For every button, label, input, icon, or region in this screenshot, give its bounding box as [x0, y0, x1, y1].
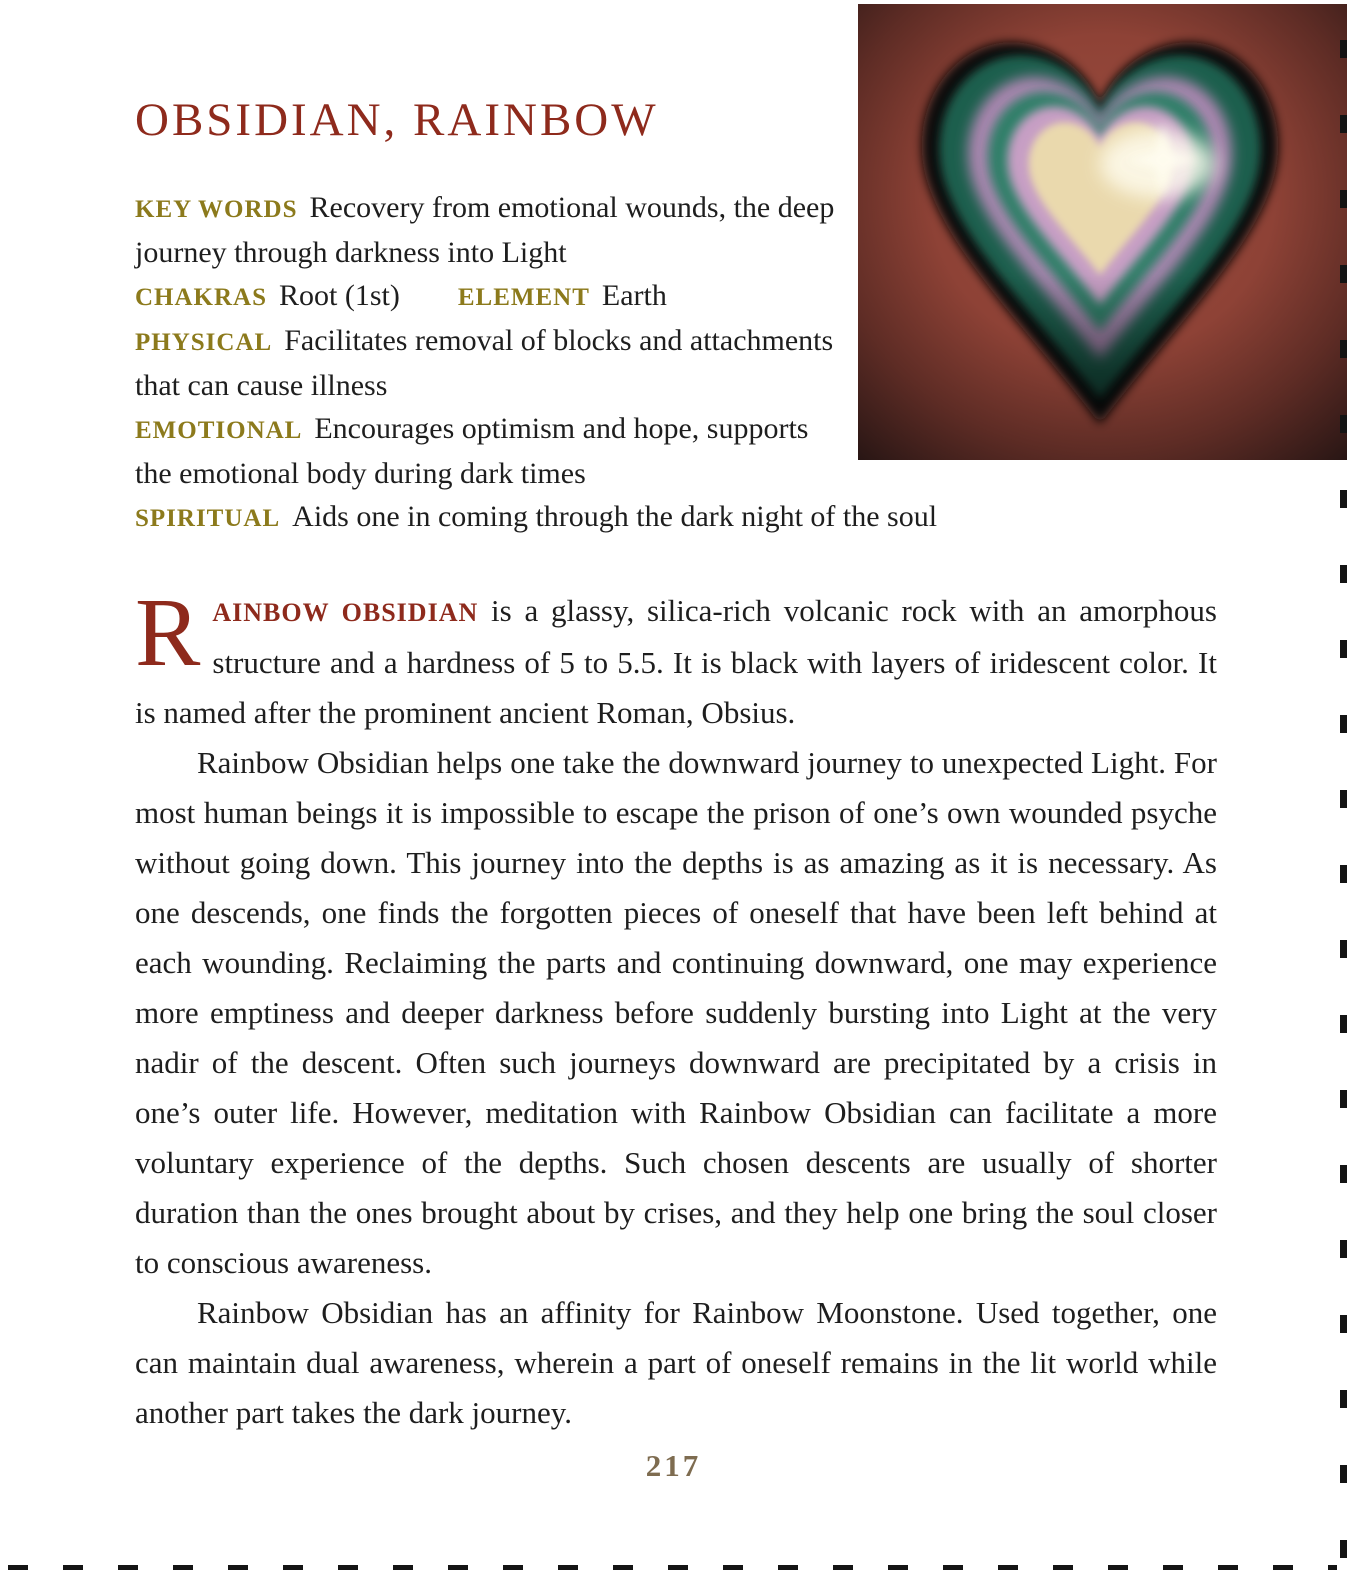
key-words-value: Recovery from emotional wounds, the deep journey through darkness into Light [135, 191, 835, 269]
property-emotional [135, 407, 847, 495]
physical-label: PHYSICAL [135, 329, 273, 356]
chakras-label: CHAKRAS [135, 284, 268, 311]
property-physical [135, 319, 847, 407]
paragraph-intro [135, 579, 1217, 738]
page-number: 217 [645, 1448, 702, 1483]
emotional-value: Encourages optimism and hope, supports the emotional body during dark times [135, 412, 809, 490]
property-spiritual [135, 495, 1217, 540]
drop-cap: R [135, 579, 201, 687]
spiritual-label: SPIRITUAL [135, 505, 281, 532]
stone-properties-block [135, 186, 847, 495]
property-key-words [135, 186, 847, 274]
right-edge-registration-marks [1340, 40, 1347, 1562]
key-words-label: KEY WORDS [135, 196, 298, 223]
element-value: Earth [601, 279, 667, 312]
paragraph-intro-text: is a glassy, silica-rich volcanic rock with an amorphous structure and a hardness of 5 to 5.5. It is black with layers of iridescent color. It is named after the prominent ancient Roman, Obsius. [135, 593, 1217, 730]
paragraph-journey: Rainbow Obsidian helps one take the downward journey to unexpected Light. For most human beings it is impossible to escape the prison of one’s own wounded psyche without going down. This journey into the depths is as amazing as it is necessary. As one descends, one finds the forgotten pieces of oneself that have been left behind at each wounding. Reclaiming the parts and continuing downward, one may experience more emptiness and deeper darkness before suddenly bursting into Light at the very nadir of the descent. Often such journeys downward are precipitated by a crisis in one’s outer life. However, meditation with Rainbow Obsidian can facilitate a more voluntary experience of the depths. Such chosen descents are usually of shorter duration than the ones brought about by crises, and they help one bring the soul closer to conscious awareness. [135, 745, 1217, 1280]
text-column [135, 0, 1217, 1438]
page-title: OBSIDIAN, RAINBOW [135, 94, 659, 146]
article-body [135, 579, 1217, 1438]
lead-small-caps: AINBOW OBSIDIAN [212, 598, 479, 627]
property-chakras-element [135, 274, 847, 319]
bottom-edge-registration-marks [8, 1565, 1337, 1570]
paragraph-moonstone: Rainbow Obsidian has an affinity for Rainbow Moonstone. Used together, one can maintain dual awareness, wherein a part of oneself remains in the lit world while another part takes the dark journey. [135, 1295, 1217, 1430]
chakras-value: Root (1st) [279, 279, 400, 312]
element-label: ELEMENT [457, 284, 590, 311]
emotional-label: EMOTIONAL [135, 417, 303, 444]
physical-value: Facilitates removal of blocks and attachments that can cause illness [135, 324, 834, 402]
spiritual-value: Aids one in coming through the dark night of the soul [292, 500, 938, 533]
